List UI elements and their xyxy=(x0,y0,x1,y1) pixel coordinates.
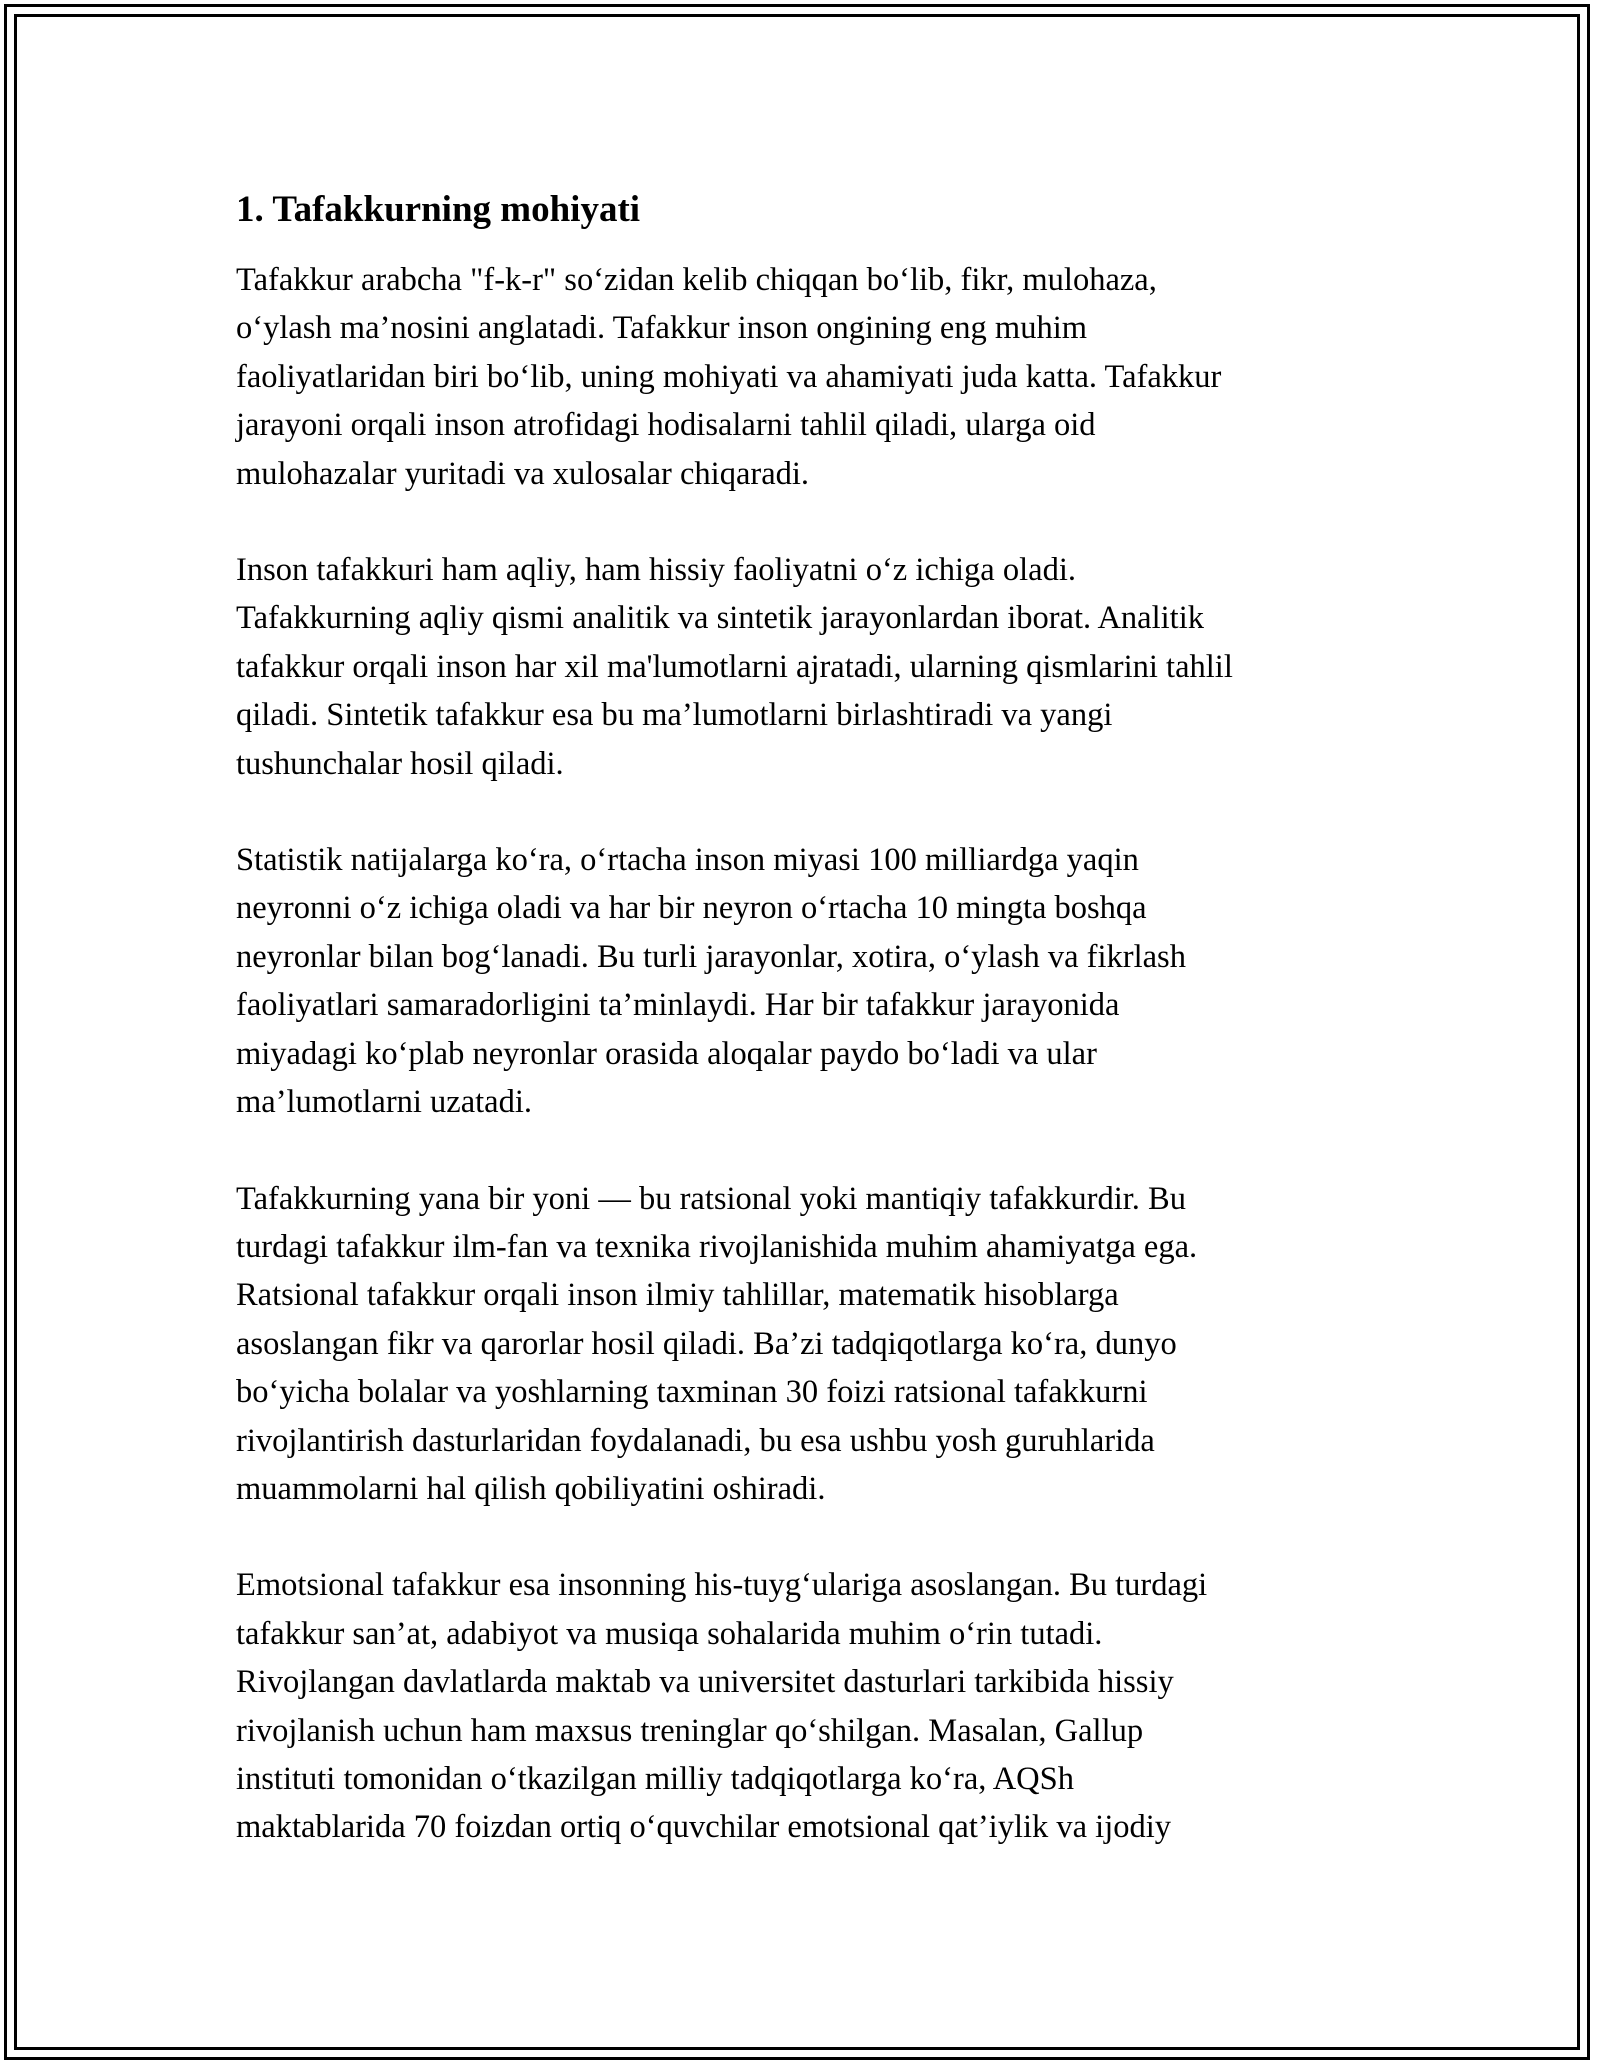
text-line: rivojlantirish dasturlaridan foydalanadi, bu esa ushbu yosh guruhlarida xyxy=(236,1422,1155,1459)
text-line: ma’lumotlarni uzatadi. xyxy=(236,1084,533,1121)
text-line: faoliyatlaridan biri bo‘lib, uning mohiyati va ahamiyati juda katta. Tafakkur xyxy=(236,358,1222,395)
text-line: neyronlar bilan bog‘lanadi. Bu turli jarayonlar, xotira, o‘ylash va fikrlash xyxy=(236,938,1186,975)
paragraph-1 xyxy=(236,256,1386,498)
text-line: Statistik natijalarga ko‘ra, o‘rtacha inson miyasi 100 milliardga yaqin xyxy=(236,842,1139,879)
document-body xyxy=(236,186,1386,1900)
text-line: Emotsional tafakkur esa insonning his-tuyg‘ulariga asoslangan. Bu turdagi xyxy=(236,1567,1208,1604)
text-line: asoslangan fikr va qarorlar hosil qiladi. Ba’zi tadqiqotlarga ko‘ra, dunyo xyxy=(236,1325,1177,1362)
paragraph-2 xyxy=(236,546,1386,788)
text-line: Tafakkurning yana bir yoni — bu ratsional yoki mantiqiy tafakkurdir. Bu xyxy=(236,1180,1186,1217)
text-line: muammolarni hal qilish qobiliyatini oshiradi. xyxy=(236,1470,826,1507)
text-line: tushunchalar hosil qiladi. xyxy=(236,745,564,782)
text-line: faoliyatlari samaradorligini ta’minlaydi. Har bir tafakkur jarayonida xyxy=(236,987,1120,1024)
section-heading: 1. Tafakkurning mohiyati xyxy=(236,189,641,230)
paragraph-5 xyxy=(236,1561,1386,1851)
paragraph-3 xyxy=(236,836,1386,1126)
text-line: miyadagi ko‘plab neyronlar orasida aloqalar paydo bo‘ladi va ular xyxy=(236,1035,1097,1072)
text-line: Ratsional tafakkur orqali inson ilmiy tahlillar, matematik hisoblarga xyxy=(236,1277,1119,1314)
text-line: neyronni o‘z ichiga oladi va har bir neyron o‘rtacha 10 mingta boshqa xyxy=(236,890,1147,927)
paragraph-4 xyxy=(236,1175,1386,1514)
text-line: qiladi. Sintetik tafakkur esa bu ma’lumotlarni birlashtiradi va yangi xyxy=(236,697,1113,734)
text-line: maktablarida 70 foizdan ortiq o‘quvchilar emotsional qat’iylik va ijodiy xyxy=(236,1809,1172,1846)
text-line: Rivojlangan davlatlarda maktab va universitet dasturlari tarkibida hissiy xyxy=(236,1664,1174,1701)
text-line: tafakkur san’at, adabiyot va musiqa sohalarida muhim o‘rin tutadi. xyxy=(236,1615,1103,1652)
text-line: Inson tafakkuri ham aqliy, ham hissiy faoliyatni o‘z ichiga oladi. xyxy=(236,552,1076,589)
text-line: Tafakkurning aqliy qismi analitik va sintetik jarayonlardan iborat. Analitik xyxy=(236,600,1204,637)
text-line: instituti tomonidan o‘tkazilgan milliy tadqiqotlarga ko‘ra, AQSh xyxy=(236,1760,1074,1797)
text-line: bo‘yicha bolalar va yoshlarning taxminan 30 foizi ratsional tafakkurni xyxy=(236,1374,1148,1411)
text-line: tafakkur orqali inson har xil ma'lumotlarni ajratadi, ularning qismlarini tahlil xyxy=(236,648,1233,685)
text-line: Tafakkur arabcha "f-k-r" so‘zidan kelib chiqqan bo‘lib, fikr, mulohaza, xyxy=(236,262,1157,298)
text-line: mulohazalar yuritadi va xulosalar chiqaradi. xyxy=(236,455,810,492)
text-line: o‘ylash ma’nosini anglatadi. Tafakkur inson ongining eng muhim xyxy=(236,310,1088,347)
text-line: turdagi tafakkur ilm-fan va texnika rivojlanishida muhim ahamiyatga ega. xyxy=(236,1228,1198,1265)
text-line: rivojlanish uchun ham maxsus treninglar qo‘shilgan. Masalan, Gallup xyxy=(236,1712,1144,1749)
text-line: jarayoni orqali inson atrofidagi hodisalarni tahlil qiladi, ularga oid xyxy=(236,407,1096,444)
